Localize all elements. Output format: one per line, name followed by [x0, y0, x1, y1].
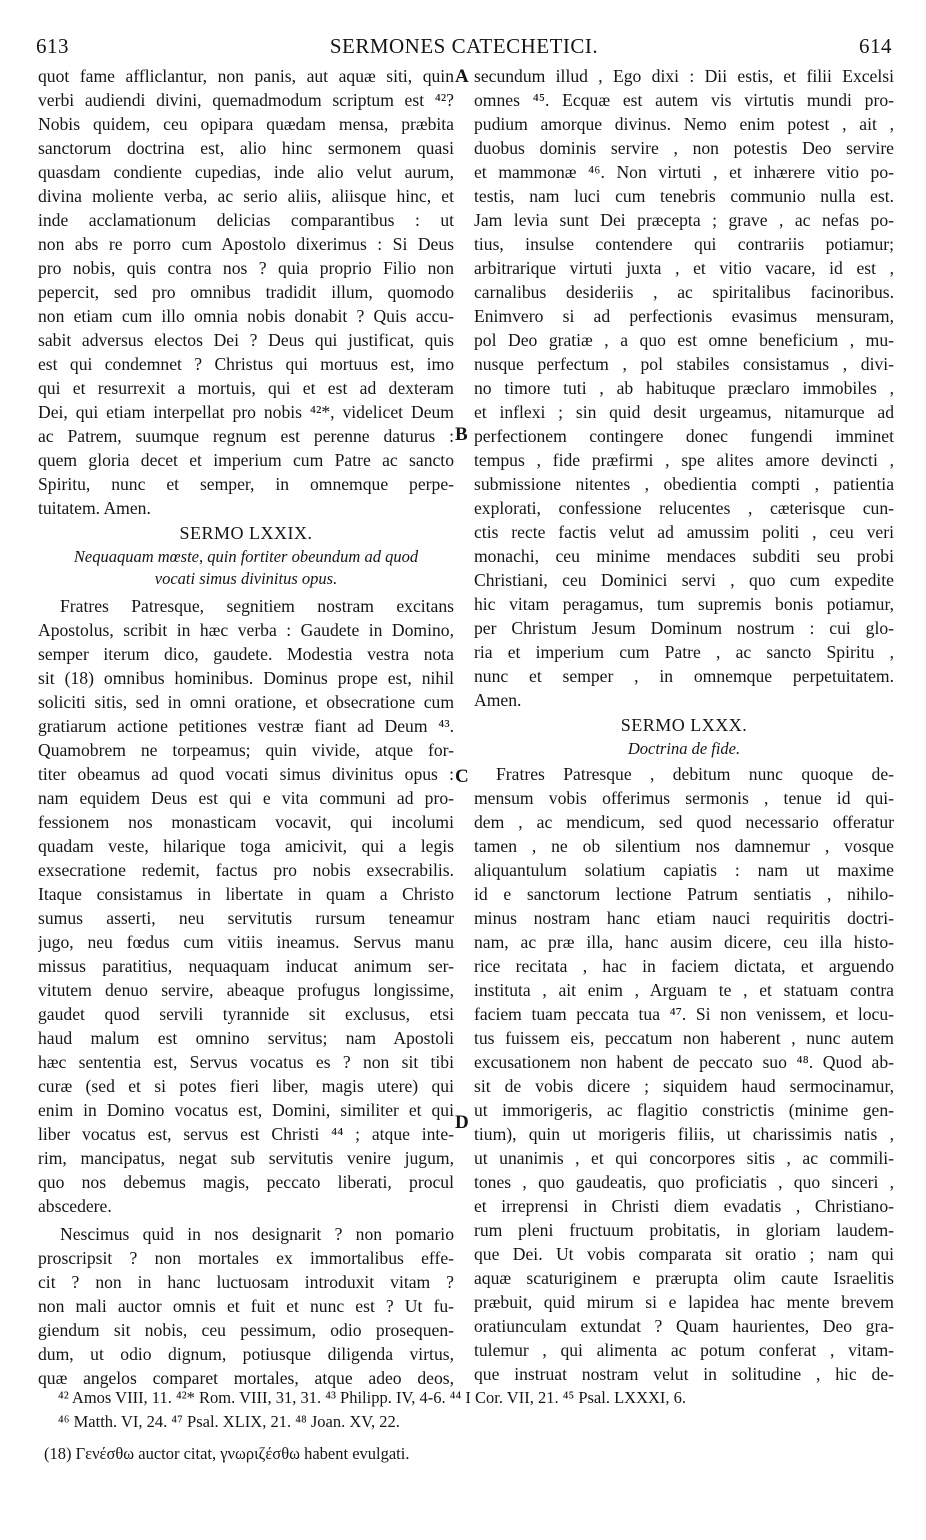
- text-line: Amen.: [474, 690, 522, 710]
- text-line: rum pleni fructuum probitatis, in gloriam laudem-: [474, 1220, 894, 1240]
- text-line: aliquantulum solatium capiatis : nam ut maxime: [474, 860, 894, 880]
- text-line: rim, mancipatus, negat sub servitutis venire jugum,: [38, 1148, 454, 1168]
- text-line: perfectionem contingere donec fungendi imminet: [474, 426, 894, 446]
- text-line: Apostolus, scribit in hæc verba : Gaudete in Domino,: [38, 620, 454, 640]
- text-line: sit (18) omnibus hominibus. Dominus prope est, nihil: [38, 668, 454, 688]
- text-line: proscripsit ? non mortales ex immortalibus effe-: [38, 1248, 454, 1268]
- text-line: non etiam cum illo omnia nobis donabit ? Quis accu-: [38, 306, 454, 326]
- text-line: Quamobrem ne torpeamus; quin vivide, atque for-: [38, 740, 454, 760]
- text-line: præbuit, quid mirum si e lapidea hac mente brevem: [474, 1292, 894, 1312]
- text-line: que instruat nostram velut in solitudine , hic de-: [474, 1364, 894, 1384]
- text-line: quo nos debemus magis, peccato liberati, procul: [38, 1172, 454, 1192]
- left-column-text-body: [38, 594, 454, 1218]
- text-line: ac Patrem, suumque regnum est perenne daturus :: [38, 426, 454, 446]
- text-line: rice recitata , hac in faciem dictata, et arguendo: [474, 956, 894, 976]
- text-line: non abs re porro cum Apostolo dixerimus : Si Deus: [38, 234, 454, 254]
- text-line: et mammonæ ⁴⁶. Non virtuti , et inhærere vitio po-: [474, 162, 894, 182]
- text-line: excusationem non habent de peccato suo ⁴⁸. Quod ab-: [474, 1052, 894, 1072]
- text-line: quadam veste, hilarique toga amicivit, qui a legis: [38, 836, 454, 856]
- margin-marker-a: A: [455, 66, 469, 87]
- text-line: explorati, confessione relucentes , cæterisque cun-: [474, 498, 894, 518]
- text-line: minus nostram hanc etiam nauci requiritis doctri-: [474, 908, 894, 928]
- text-line: tones , quo gaudeatis, quo proficiatis , quo sinceri ,: [474, 1172, 894, 1192]
- sermo-80-title: SERMO LXXX.: [620, 715, 748, 735]
- text-line: quot fame affliclantur, non panis, aut aquæ siti, quin: [38, 66, 454, 86]
- text-line: Dei, qui etiam interpellat pro nobis ⁴²*, videlicet Deum: [38, 402, 454, 422]
- text-line: hic vitam peragamus, tum supremis bonis potiamur,: [474, 594, 894, 614]
- margin-marker-c: C: [455, 766, 469, 787]
- text-line: dum, ut odio dignum, potiusque diligenda virtus,: [38, 1344, 454, 1364]
- text-line: quæ angelos comparet mortales, atque adeo deos,: [38, 1368, 454, 1388]
- running-title: SERMONES CATECHETICI.: [329, 34, 599, 58]
- text-line: liber vocatus est, servus est Christi ⁴⁴ ; atque inte-: [38, 1124, 454, 1144]
- text-line: inde acclamationum delicias comparantibus : ut: [38, 210, 454, 230]
- text-line: nusque perfectum , pol stabiles consistamus , divi-: [474, 354, 894, 374]
- references-line-1: ⁴² Amos VIII, 11. ⁴²* Rom. VIII, 31, 31. ⁴³ Philipp. IV, 4-6. ⁴⁴ I Cor. VII, 21. ⁴⁵ Psal. LXXXI, 6.: [58, 1388, 687, 1407]
- text-line: pol Deo gratiæ , a quo est omne beneficium , mu-: [474, 330, 894, 350]
- text-line: et irreprensi in Christi diem evadatis , Christiano-: [474, 1196, 894, 1216]
- sermo-79-subtitle-1: Nequaquam mœste, quin fortiter obeundum ad quod: [73, 547, 419, 566]
- text-line: tium), quin ut morigeris filiis, ut charissimis natis ,: [474, 1124, 894, 1144]
- text-line: Itaque consistamus in libertate in quam a Christo: [38, 884, 454, 904]
- text-line: tempus , fide præfirmi , spe alites amore devincti ,: [474, 450, 894, 470]
- text-line: gaudet quod servili tyrannide sit exclusus, etsi: [38, 1004, 454, 1024]
- scripture-references: [40, 1386, 900, 1434]
- page-number-right: 614: [859, 34, 892, 58]
- text-line: Fratres Patresque, segnitiem nostram excitans: [60, 596, 454, 616]
- text-line: semper iterum dico, gaudete. Modestia vestra nota: [38, 644, 454, 664]
- sermo-79-title: SERMO LXXIX.: [179, 523, 313, 543]
- text-line: omnes ⁴⁵. Ecquæ est autem vis virtutis mundi pro-: [474, 90, 894, 110]
- text-line: Jam levia sunt Dei præcepta ; grave , ac nefas po-: [474, 210, 894, 230]
- text-line: Spiritu, nunc et semper, in omnemque perpe-: [38, 474, 454, 494]
- text-line: divina moliente verba, ac serio aliis, aliisque hinc, et: [38, 186, 454, 206]
- text-line: oratiunculam extundat ? Quam haurientes, Deo gra-: [474, 1316, 894, 1336]
- text-line: abscedere.: [38, 1196, 112, 1216]
- text-line: haud malum est omnino servitus; nam Apostoli: [38, 1028, 454, 1048]
- text-line: ria et imperium cum Patre , ac sancto Spiritu ,: [474, 642, 894, 662]
- text-line: id e sanctorum lectione Patrum sentiatis , nihilo-: [474, 884, 894, 904]
- text-line: gratiarum actione petitiones vestræ fiant ad Deum ⁴³.: [38, 716, 454, 736]
- text-line: tius, insulse contendere qui contrariis potiamur;: [474, 234, 894, 254]
- right-column: [474, 64, 894, 1386]
- margin-marker-d: D: [455, 1112, 469, 1133]
- text-line: Nescimus quid in nos designarit ? non pomario: [60, 1224, 454, 1244]
- text-line: ut immorigeris, ac flagitio constrictis (minime gen-: [474, 1100, 894, 1120]
- text-line: et inflexi ; sin quid desit urgeamus, nitamurque ad: [474, 402, 894, 422]
- text-line: soliciti sitis, sed in omni oratione, et obsecratione cum: [38, 692, 454, 712]
- text-line: est qui condemnet ? Christus qui mortuus est, imo: [38, 354, 454, 374]
- references-line-2: ⁴⁶ Matth. VI, 24. ⁴⁷ Psal. XLIX, 21. ⁴⁸ Joan. XV, 22.: [58, 1412, 400, 1431]
- text-line: arbitrarique virtuti juxta , et vitio vacare, id est ,: [474, 258, 894, 278]
- text-line: duobus dominis servire , non potestis Deo servire: [474, 138, 894, 158]
- text-line: nunc et semper , in omnemque perpetuitatem.: [474, 666, 894, 686]
- text-line: instituta , ait enim , Arguam te , et statuam contra: [474, 980, 894, 1000]
- sermo-80-subtitle: Doctrina de fide.: [627, 739, 741, 758]
- text-line: Enimvero si ad perfectionis evasimus mensuram,: [474, 306, 894, 326]
- text-line: sit de vobis dicere ; siquidem haud sermocinamur,: [474, 1076, 894, 1096]
- text-line: tuitatem. Amen.: [38, 498, 151, 518]
- text-line: nam equidem Deus est qui e vita communi ad pro-: [38, 788, 454, 808]
- text-line: verbi audiendi divini, quemadmodum scriptum est ⁴²?: [38, 90, 454, 110]
- text-line: jugo, neu fœdus cum vitiis ineamus. Servus manu: [38, 932, 454, 952]
- text-line: pudium amorque divinus. Nemo enim potest , ait ,: [474, 114, 894, 134]
- text-line: ut unanimis , et qui concorpores sitis , ac commili-: [474, 1148, 894, 1168]
- text-line: aquæ scaturiginem e prærupta olim caute Israelitis: [474, 1268, 894, 1288]
- left-column-text-top: [38, 64, 454, 520]
- text-line: que Dei. Ut vobis comparata sit oratio ; nam qui: [474, 1244, 894, 1264]
- text-line: per Christum Jesum Dominum nostrum : cui glo-: [474, 618, 894, 638]
- text-line: Nobis quidem, ceu opipara quædam mensa, præbita: [38, 114, 454, 134]
- text-line: hæc sententia est, Servus vocatus es ? non sit tibi: [38, 1052, 454, 1072]
- right-column-text-body: [474, 762, 894, 1386]
- text-line: quasdam condiente cupedias, inde alio velut aurum,: [38, 162, 454, 182]
- text-line: submissione nitentes , obedientia compti , patientia: [474, 474, 894, 494]
- margin-marker-b: B: [455, 424, 468, 445]
- sermo-79-subtitle-2: vocati simus divinitus opus.: [154, 569, 338, 588]
- text-line: Fratres Patresque , debitum nunc quoque de-: [496, 764, 894, 784]
- text-line: enim in Domino vocatus est, Domini, similiter et qui: [38, 1100, 454, 1120]
- text-line: carnalibus desideriis , ac spiritalibus facinoribus.: [474, 282, 894, 302]
- text-line: testis, nam luci cum tenebris communio nulla est.: [474, 186, 894, 206]
- text-line: ctis recte factis velut ad amussim politi , ceu veri: [474, 522, 894, 542]
- text-line: tamen , ne ob silentium nos damnemur , vosque: [474, 836, 894, 856]
- text-line: sabit adversus electos Dei ? Deus qui justificat, quis: [38, 330, 454, 350]
- text-line: cit ? non in hanc luctuosam introduxit vitam ?: [38, 1272, 454, 1292]
- text-line: faciem tuam peccata tua ⁴⁷. Si non venissem, et locu-: [474, 1004, 894, 1024]
- text-line: pro nobis, quis contra nos ? quia proprio Filio non: [38, 258, 454, 278]
- text-line: tulemur , qui alimenta ac potum conferat , vitam-: [474, 1340, 894, 1360]
- text-line: titer obeamus ad quod vocati simus divinitus opus :: [38, 764, 454, 784]
- text-line: non mali auctor omnis et fuit et nunc est ? Ut fu-: [38, 1296, 454, 1316]
- text-line: sumus asserti, neu servitutis rursum teneamur: [38, 908, 454, 928]
- text-line: tus fuissem eis, peccatum non haberent , nunc autem: [474, 1028, 894, 1048]
- text-line: giendum sit nobis, ceu pessimum, odio prosequen-: [38, 1320, 454, 1340]
- text-line: mensum vobis offerimus sermonis , tenue id qui-: [474, 788, 894, 808]
- text-line: qui et resurrexit a mortuis, qui et est ad dexteram: [38, 378, 454, 398]
- text-line: secundum illud , Ego dixi : Dii estis, et filii Excelsi: [474, 66, 894, 86]
- text-line: sanctorum doctrina est, alio hinc sermonem quasi: [38, 138, 454, 158]
- text-line: missus paratitius, nequaquam inducat animum ser-: [38, 956, 454, 976]
- right-column-text-top: [474, 64, 894, 712]
- text-line: Christiani, ceu Dominici servi , quo cum expedite: [474, 570, 894, 590]
- page-number-left: 613: [36, 34, 69, 58]
- text-line: pepercit, sed pro omnibus tradidit illum, quomodo: [38, 282, 454, 302]
- text-line: fessionem nos monasticam vocavit, qui incolumi: [38, 812, 454, 832]
- left-column: [38, 64, 454, 1390]
- text-line: vitutem denuo servire, abeaque profugus longissime,: [38, 980, 454, 1000]
- text-line: no timore tuti , ab habituque præclaro immobiles ,: [474, 378, 894, 398]
- running-header: [36, 34, 892, 60]
- left-column-text-end: [38, 1222, 454, 1390]
- text-line: nam, ac præ illa, hanc ausim dicere, ceu illa histo-: [474, 932, 894, 952]
- text-line: dem , ac mendicum, sed quod necessario offeratur: [474, 812, 894, 832]
- text-line: exsecratione redemit, factus pro nobis exsecrabilis.: [38, 860, 454, 880]
- text-line: curæ (sed et si potes fieri liber, magis utere) qui: [38, 1076, 454, 1096]
- footnote-18: (18) Γενέσθω auctor citat, γνωριζέσθω habent evulgati.: [44, 1444, 410, 1463]
- text-line: monachi, ceu minime mendaces subditi seu probi: [474, 546, 894, 566]
- text-line: quem gloria decet et imperium cum Patre ac sancto: [38, 450, 454, 470]
